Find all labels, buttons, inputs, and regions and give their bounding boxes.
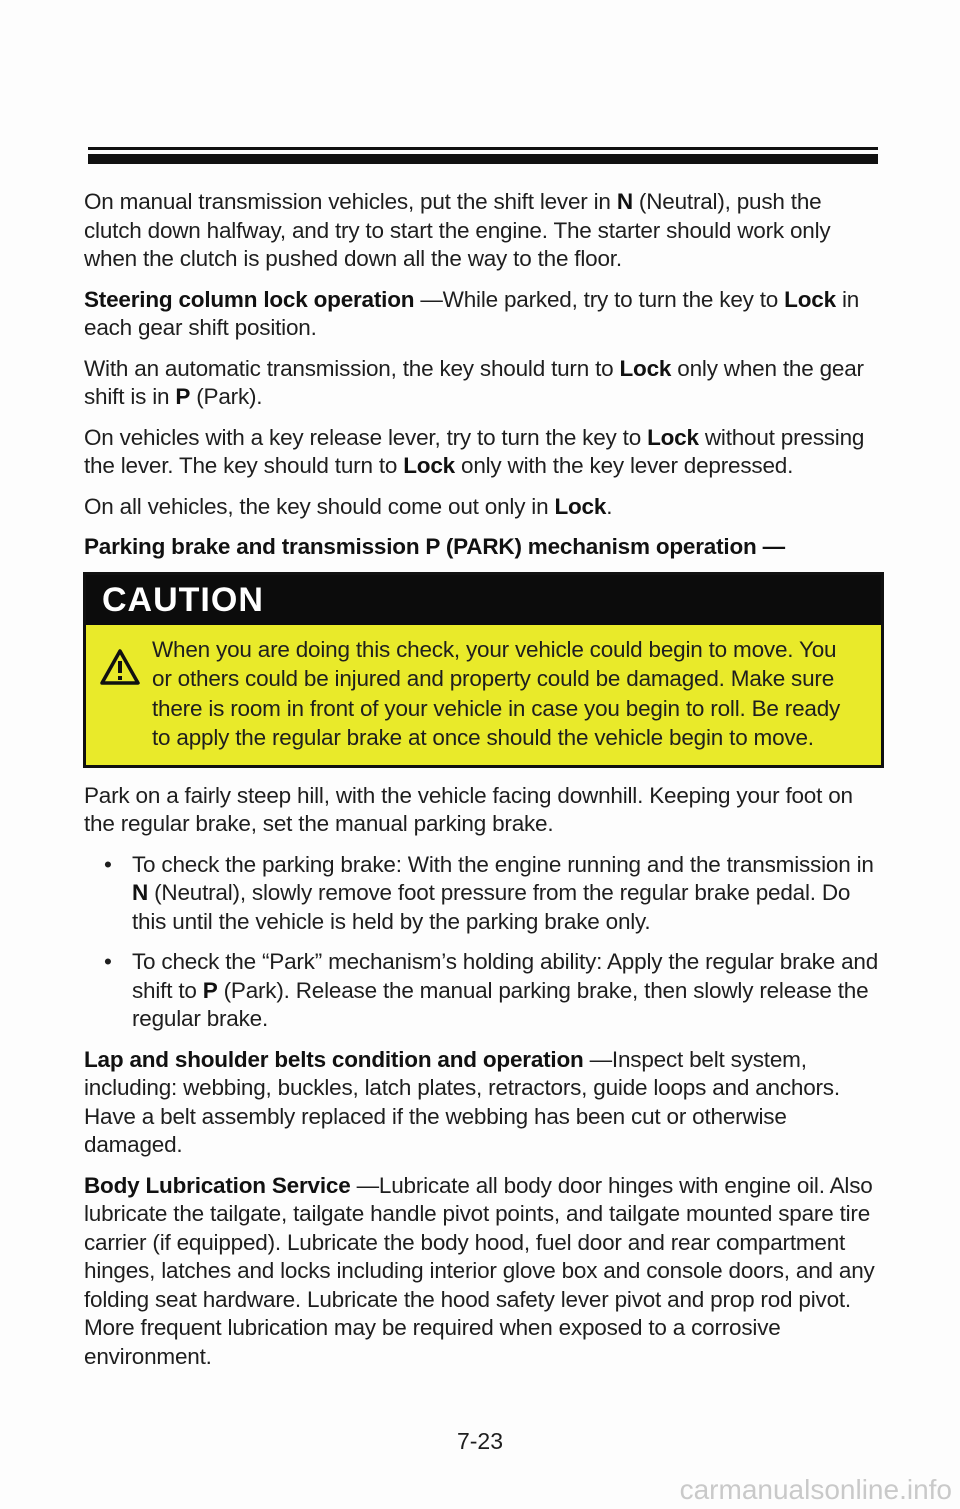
automatic-transmission-paragraph: With an automatic transmission, the key should turn to Lock only when the gear shift is in P (Park). xyxy=(84,355,864,409)
bullet-icon: • xyxy=(104,851,112,877)
check-list xyxy=(84,851,884,1034)
key-release-paragraph: On vehicles with a key release lever, try to turn the key to Lock without pressing the lever. The key should turn to Lock only with the key lever depressed. xyxy=(84,424,865,478)
warning-triangle-icon xyxy=(100,649,140,685)
caution-body xyxy=(86,625,881,765)
header-rule-thick xyxy=(88,154,878,164)
steering-lock-heading: Steering column lock operation xyxy=(84,286,415,312)
watermark: carmanualsonline.info xyxy=(679,1474,952,1505)
list-item: • To check the parking brake: With the engine running and the transmission in N (Neutral), slowly remove foot pressure from the regular brake pedal. Do this until the vehicle is held by the parking brake only. xyxy=(104,851,874,934)
park-hill-paragraph: Park on a fairly steep hill, with the vehicle facing downhill. Keeping your foot on the regular brake, set the manual parking brake. xyxy=(84,782,853,836)
belts-paragraph: Lap and shoulder belts condition and operation —Inspect belt system, including: webbing, buckles, latch plates, retractors, guide loops and anchors. Have a belt assembly replaced if the webbing has been cut or otherwise damaged. xyxy=(84,1046,840,1157)
page-content xyxy=(84,188,884,1383)
manual-transmission-paragraph: On manual transmission vehicles, put the shift lever in N (Neutral), push the clutch down halfway, and try to start the engine. The starter should work only when the clutch is pushed down all the way to the floor. xyxy=(84,189,831,271)
body-lubrication-paragraph: Body Lubrication Service —Lubricate all body door hinges with engine oil. Also lubricate the tailgate, tailgate handle pivot points, and tailgate mounted spare tire carrier (if equipped). Lubricate the body hood, fuel door and rear compartment hinges, latches and locks including interior glove box and console doors, and any folding seat hardware. Lubricate the hood safety lever pivot and prop rod pivot. More frequent lubrication may be required when exposed to a corrosive environment. xyxy=(84,1172,875,1369)
body-lubrication-heading: Body Lubrication Service xyxy=(84,1172,351,1198)
list-item: • To check the “Park” mechanism’s holding ability: Apply the regular brake and shift to P (Park). Release the manual parking brake, then slowly release the regular brake. xyxy=(104,949,879,1031)
header-rule-thin xyxy=(88,147,878,150)
page-number: 7-23 xyxy=(456,1428,504,1454)
caution-title: CAUTION xyxy=(86,575,881,625)
caution-text: When you are doing this check, your vehicle could begin to move. You or others could be injured and property could be damaged. Make sure there is room in front of your vehicle in case you begin to roll. Be ready to apply the regular brake at once should the vehicle begin to move. xyxy=(152,636,841,750)
caution-box xyxy=(83,572,884,768)
parking-brake-heading: Parking brake and transmission P (PARK) mechanism operation — xyxy=(84,534,785,559)
all-vehicles-paragraph: On all vehicles, the key should come out only in Lock. xyxy=(84,493,613,519)
bullet-icon: • xyxy=(104,949,112,974)
belts-heading: Lap and shoulder belts condition and operation xyxy=(84,1046,584,1072)
steering-lock-paragraph: Steering column lock operation —While parked, try to turn the key to Lock in each gear shift position. xyxy=(84,286,860,340)
